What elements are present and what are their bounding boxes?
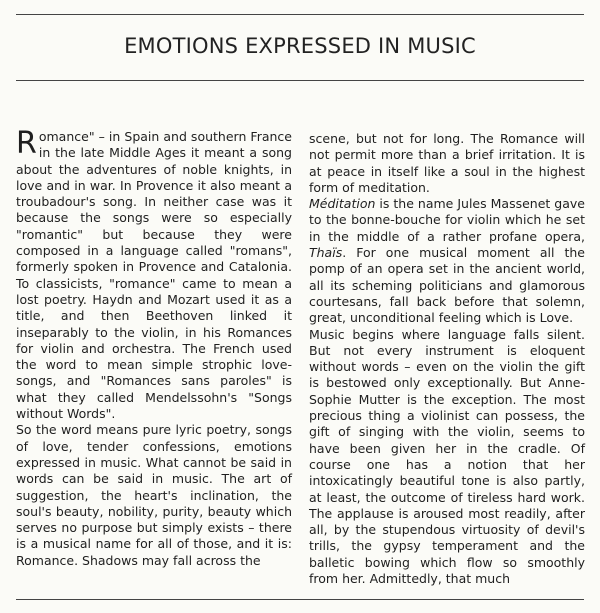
paragraph: scene, but not for long. The Romance will not permit more than a brief irritation. It is at peace in itself like a soul in the highest form of meditation. bbox=[309, 131, 585, 195]
paragraph bbox=[309, 196, 585, 326]
paragraph: Music begins where language falls silent. But not every instrument is eloquent without words – even on the violin the gift is bestowed only exceptionally. But Anne-Sophie Mutter is the exception. The most precious thing a violinist can possess, the gift of singing with the violin, seems to have been given her in the cradle. Of course one has a notion that her intoxicatingly beautiful tone is also partly, at least, the outcome of tireless hard work. The applause is aroused most readily, after all, by the stupendous virtuosity of devil's trills, the gypsy temperament and the balletic bowing which flow so smoothly from her. Admittedly, that much bbox=[309, 326, 585, 587]
top-rule bbox=[16, 14, 584, 15]
italic-title: Méditation bbox=[309, 196, 376, 212]
right-column bbox=[309, 131, 585, 587]
bottom-rule bbox=[16, 599, 584, 600]
page-title: EMOTIONS EXPRESSED IN MUSIC bbox=[124, 34, 476, 58]
italic-opera: Thaïs bbox=[309, 245, 343, 261]
title-rule bbox=[16, 80, 584, 81]
paragraph-text: . For one musical moment all the pomp of an opera set in the ancient world, all its scheming politicians and glamorous courtesans, fall back before that solemn, great, unconditional feeling which is Love. bbox=[309, 245, 585, 326]
paragraph bbox=[16, 126, 292, 422]
paragraph-text: is the name Jules Massenet gave to the bonne-bouche for violin which he set in the middle of a rather profane opera, bbox=[309, 196, 585, 244]
paragraph-text: omance" – in Spain and southern France in the late Middle Ages it meant a song about the adventures of noble knights, in love and in war. In Provence it also meant a troubadour's song. In neither case was it because the songs were so especially "romantic" but because they were composed in a language called "romans", formerly spoken in Provence and Catalonia. To classicists, "romance" came to mean a lost poetry. Haydn and Mozart used it as a title, and then Beethoven linked it inseparably to the violin, in his Romances for violin and orchestra. The French used the word to mean simple strophic love-songs, and "Romances sans paroles" is what they called Mendelssohn's "Songs without Words". bbox=[16, 129, 292, 422]
left-column bbox=[16, 126, 292, 569]
paragraph: So the word means pure lyric poetry, songs of love, tender confessions, emotions expressed in music. What cannot be said in words can be said in music. The art of suggestion, the heart's inclination, the soul's beauty, nobility, purity, beauty which serves no purpose but simply exists – there is a musical name for all of those, and it is: Romance. Shadows may fall across the bbox=[16, 422, 292, 568]
drop-cap: R bbox=[16, 126, 37, 161]
